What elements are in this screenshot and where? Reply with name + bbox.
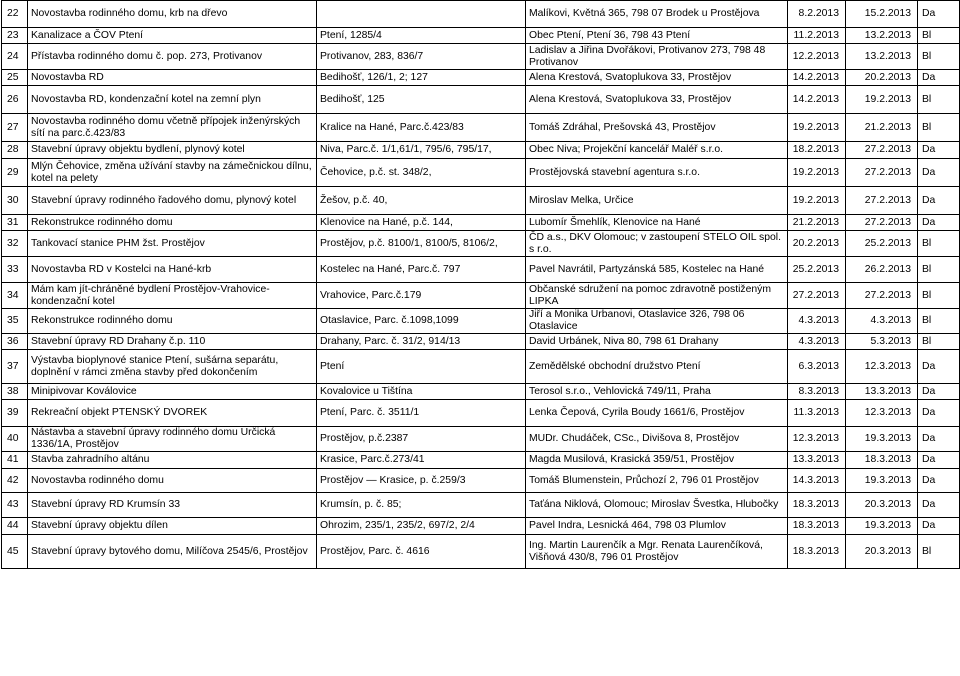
status-code: Da bbox=[918, 518, 960, 535]
construction-name: Tankovací stanice PHM žst. Prostějov bbox=[28, 231, 317, 257]
permits-table-body bbox=[2, 1, 960, 569]
construction-location: Ptení bbox=[317, 350, 526, 384]
status-code: Da bbox=[918, 159, 960, 187]
table-row bbox=[2, 28, 960, 44]
builder-name: Alena Krestová, Svatoplukova 33, Prostějov bbox=[526, 70, 788, 86]
construction-name: Stavební úpravy rodinného řadového domu, plynový kotel bbox=[28, 187, 317, 215]
date-submitted: 19.2.2013 bbox=[788, 187, 846, 215]
status-code: Bl bbox=[918, 28, 960, 44]
date-submitted: 18.3.2013 bbox=[788, 493, 846, 518]
row-number: 33 bbox=[2, 257, 28, 283]
construction-location: Ohrozim, 235/1, 235/2, 697/2, 2/4 bbox=[317, 518, 526, 535]
row-number: 36 bbox=[2, 334, 28, 350]
table-row bbox=[2, 215, 960, 231]
table-row bbox=[2, 535, 960, 569]
construction-name: Novostavba RD v Kostelci na Hané-krb bbox=[28, 257, 317, 283]
construction-name: Stavební úpravy objektu dílen bbox=[28, 518, 317, 535]
builder-name: Pavel Indra, Lesnická 464, 798 03 Plumlov bbox=[526, 518, 788, 535]
status-code: Da bbox=[918, 70, 960, 86]
construction-name: Minipivovar Koválovice bbox=[28, 384, 317, 400]
date-issued: 13.2.2013 bbox=[846, 28, 918, 44]
builder-name: Terosol s.r.o., Vehlovická 749/11, Praha bbox=[526, 384, 788, 400]
construction-name: Nástavba a stavební úpravy rodinného domu Určická 1336/1A, Prostějov bbox=[28, 427, 317, 452]
date-submitted: 13.3.2013 bbox=[788, 452, 846, 469]
row-number: 37 bbox=[2, 350, 28, 384]
construction-name: Novostavba RD bbox=[28, 70, 317, 86]
date-submitted: 19.2.2013 bbox=[788, 114, 846, 142]
status-code: Bl bbox=[918, 283, 960, 309]
date-submitted: 8.2.2013 bbox=[788, 1, 846, 28]
table-row bbox=[2, 142, 960, 159]
date-issued: 25.2.2013 bbox=[846, 231, 918, 257]
status-code: Bl bbox=[918, 334, 960, 350]
date-submitted: 12.2.2013 bbox=[788, 44, 846, 70]
date-submitted: 21.2.2013 bbox=[788, 215, 846, 231]
construction-location: Drahany, Parc. č. 31/2, 914/13 bbox=[317, 334, 526, 350]
date-issued: 18.3.2013 bbox=[846, 452, 918, 469]
date-issued: 27.2.2013 bbox=[846, 187, 918, 215]
construction-name: Stavební úpravy RD Krumsín 33 bbox=[28, 493, 317, 518]
construction-location: Bedihošť, 125 bbox=[317, 86, 526, 114]
builder-name: Ladislav a Jiřina Dvořákovi, Protivanov 273, 798 48 Protivanov bbox=[526, 44, 788, 70]
date-issued: 5.3.2013 bbox=[846, 334, 918, 350]
construction-location: Klenovice na Hané, p.č. 144, bbox=[317, 215, 526, 231]
status-code: Da bbox=[918, 350, 960, 384]
builder-name: Malíkovi, Květná 365, 798 07 Brodek u Prostějova bbox=[526, 1, 788, 28]
status-code: Bl bbox=[918, 231, 960, 257]
permits-table bbox=[1, 0, 960, 569]
date-issued: 19.2.2013 bbox=[846, 86, 918, 114]
construction-name: Stavební úpravy bytového domu, Milíčova 2545/6, Prostějov bbox=[28, 535, 317, 569]
builder-name: Miroslav Melka, Určice bbox=[526, 187, 788, 215]
construction-location: Žešov, p.č. 40, bbox=[317, 187, 526, 215]
builder-name: Pavel Navrátil, Partyzánská 585, Kostelec na Hané bbox=[526, 257, 788, 283]
table-row bbox=[2, 283, 960, 309]
status-code: Bl bbox=[918, 44, 960, 70]
construction-location: Ptení, 1285/4 bbox=[317, 28, 526, 44]
builder-name: Lenka Čepová, Cyrila Boudy 1661/6, Prostějov bbox=[526, 400, 788, 427]
construction-name: Novostavba RD, kondenzační kotel na zemní plyn bbox=[28, 86, 317, 114]
date-submitted: 14.3.2013 bbox=[788, 469, 846, 493]
table-row bbox=[2, 400, 960, 427]
construction-name: Výstavba bioplynové stanice Ptení, sušárna separátu, doplnění v rámci změna stavby před dokončením bbox=[28, 350, 317, 384]
status-code: Da bbox=[918, 452, 960, 469]
date-submitted: 20.2.2013 bbox=[788, 231, 846, 257]
construction-location: Bedihošť, 126/1, 2; 127 bbox=[317, 70, 526, 86]
construction-location bbox=[317, 1, 526, 28]
row-number: 44 bbox=[2, 518, 28, 535]
table-row bbox=[2, 384, 960, 400]
construction-name: Mám kam jít-chráněné bydlení Prostějov-Vrahovice-kondenzační kotel bbox=[28, 283, 317, 309]
table-row bbox=[2, 493, 960, 518]
table-row bbox=[2, 350, 960, 384]
table-row bbox=[2, 231, 960, 257]
builder-name: Zemědělské obchodní družstvo Ptení bbox=[526, 350, 788, 384]
date-issued: 26.2.2013 bbox=[846, 257, 918, 283]
status-code: Da bbox=[918, 427, 960, 452]
builder-name: Lubomír Šmehlík, Klenovice na Hané bbox=[526, 215, 788, 231]
date-submitted: 4.3.2013 bbox=[788, 334, 846, 350]
date-issued: 15.2.2013 bbox=[846, 1, 918, 28]
row-number: 23 bbox=[2, 28, 28, 44]
date-issued: 12.3.2013 bbox=[846, 350, 918, 384]
table-row bbox=[2, 114, 960, 142]
row-number: 35 bbox=[2, 309, 28, 334]
builder-name: Taťána Niklová, Olomouc; Miroslav Švestka, Hlubočky bbox=[526, 493, 788, 518]
date-submitted: 18.3.2013 bbox=[788, 518, 846, 535]
table-row bbox=[2, 1, 960, 28]
date-issued: 20.3.2013 bbox=[846, 535, 918, 569]
construction-location: Niva, Parc.č. 1/1,61/1, 795/6, 795/17, bbox=[317, 142, 526, 159]
builder-name: Občanské sdružení na pomoc zdravotně postiženým LIPKA bbox=[526, 283, 788, 309]
date-submitted: 19.2.2013 bbox=[788, 159, 846, 187]
date-issued: 19.3.2013 bbox=[846, 518, 918, 535]
builder-name: MUDr. Chudáček, CSc., Divišova 8, Prostějov bbox=[526, 427, 788, 452]
table-row bbox=[2, 469, 960, 493]
builder-name: ČD a.s., DKV Olomouc; v zastoupení STELO OIL spol. s r.o. bbox=[526, 231, 788, 257]
construction-name: Rekonstrukce rodinného domu bbox=[28, 309, 317, 334]
status-code: Da bbox=[918, 384, 960, 400]
construction-location: Prostějov, Parc. č. 4616 bbox=[317, 535, 526, 569]
table-row bbox=[2, 518, 960, 535]
builder-name: Obec Niva; Projekční kancelář Maléř s.r.o. bbox=[526, 142, 788, 159]
status-code: Da bbox=[918, 187, 960, 215]
table-row bbox=[2, 334, 960, 350]
row-number: 40 bbox=[2, 427, 28, 452]
builder-name: Obec Ptení, Ptení 36, 798 43 Ptení bbox=[526, 28, 788, 44]
builder-name: Alena Krestová, Svatoplukova 33, Prostějov bbox=[526, 86, 788, 114]
row-number: 27 bbox=[2, 114, 28, 142]
builder-name: Tomáš Zdráhal, Prešovská 43, Prostějov bbox=[526, 114, 788, 142]
date-issued: 27.2.2013 bbox=[846, 215, 918, 231]
row-number: 45 bbox=[2, 535, 28, 569]
date-submitted: 18.2.2013 bbox=[788, 142, 846, 159]
construction-location: Krumsín, p. č. 85; bbox=[317, 493, 526, 518]
table-row bbox=[2, 257, 960, 283]
row-number: 22 bbox=[2, 1, 28, 28]
row-number: 32 bbox=[2, 231, 28, 257]
date-issued: 12.3.2013 bbox=[846, 400, 918, 427]
row-number: 41 bbox=[2, 452, 28, 469]
construction-location: Kostelec na Hané, Parc.č. 797 bbox=[317, 257, 526, 283]
date-issued: 20.3.2013 bbox=[846, 493, 918, 518]
table-row bbox=[2, 86, 960, 114]
status-code: Bl bbox=[918, 114, 960, 142]
date-submitted: 25.2.2013 bbox=[788, 257, 846, 283]
table-row bbox=[2, 159, 960, 187]
construction-name: Rekonstrukce rodinného domu bbox=[28, 215, 317, 231]
construction-location: Kovalovice u Tištína bbox=[317, 384, 526, 400]
status-code: Bl bbox=[918, 86, 960, 114]
date-issued: 13.3.2013 bbox=[846, 384, 918, 400]
construction-name: Novostavba rodinného domu, krb na dřevo bbox=[28, 1, 317, 28]
construction-location: Protivanov, 283, 836/7 bbox=[317, 44, 526, 70]
construction-location: Kralice na Hané, Parc.č.423/83 bbox=[317, 114, 526, 142]
date-submitted: 14.2.2013 bbox=[788, 70, 846, 86]
date-submitted: 6.3.2013 bbox=[788, 350, 846, 384]
construction-name: Rekreační objekt PTENSKÝ DVOREK bbox=[28, 400, 317, 427]
date-submitted: 14.2.2013 bbox=[788, 86, 846, 114]
date-submitted: 11.3.2013 bbox=[788, 400, 846, 427]
construction-location: Ptení, Parc. č. 3511/1 bbox=[317, 400, 526, 427]
builder-name: Tomáš Blumenstein, Průchozí 2, 796 01 Prostějov bbox=[526, 469, 788, 493]
row-number: 25 bbox=[2, 70, 28, 86]
construction-location: Prostějov, p.č.2387 bbox=[317, 427, 526, 452]
construction-name: Kanalizace a ČOV Ptení bbox=[28, 28, 317, 44]
builder-name: Ing. Martin Laurenčík a Mgr. Renata Laurenčíková, Višňová 430/8, 796 01 Prostějov bbox=[526, 535, 788, 569]
date-issued: 21.2.2013 bbox=[846, 114, 918, 142]
table-row bbox=[2, 70, 960, 86]
construction-location: Prostějov — Krasice, p. č.259/3 bbox=[317, 469, 526, 493]
construction-location: Čehovice, p.č. st. 348/2, bbox=[317, 159, 526, 187]
date-issued: 13.2.2013 bbox=[846, 44, 918, 70]
row-number: 31 bbox=[2, 215, 28, 231]
builder-name: Magda Musilová, Krasická 359/51, Prostějov bbox=[526, 452, 788, 469]
table-row bbox=[2, 44, 960, 70]
construction-name: Novostavba rodinného domu bbox=[28, 469, 317, 493]
table-row bbox=[2, 427, 960, 452]
builder-name: David Urbánek, Niva 80, 798 61 Drahany bbox=[526, 334, 788, 350]
date-submitted: 12.3.2013 bbox=[788, 427, 846, 452]
construction-name: Stavba zahradního altánu bbox=[28, 452, 317, 469]
builder-name: Jiří a Monika Urbanovi, Otaslavice 326, 798 06 Otaslavice bbox=[526, 309, 788, 334]
construction-name: Přístavba rodinného domu č. pop. 273, Protivanov bbox=[28, 44, 317, 70]
status-code: Da bbox=[918, 493, 960, 518]
construction-name: Mlýn Čehovice, změna užívání stavby na zámečnickou dílnu, kotel na pelety bbox=[28, 159, 317, 187]
construction-location: Vrahovice, Parc.č.179 bbox=[317, 283, 526, 309]
date-issued: 27.2.2013 bbox=[846, 159, 918, 187]
date-issued: 4.3.2013 bbox=[846, 309, 918, 334]
status-code: Da bbox=[918, 400, 960, 427]
date-submitted: 11.2.2013 bbox=[788, 28, 846, 44]
construction-name: Stavební úpravy objektu bydlení, plynový kotel bbox=[28, 142, 317, 159]
construction-name: Novostavba rodinného domu včetně přípojek inženýrských sítí na parc.č.423/83 bbox=[28, 114, 317, 142]
row-number: 28 bbox=[2, 142, 28, 159]
date-issued: 19.3.2013 bbox=[846, 427, 918, 452]
date-issued: 27.2.2013 bbox=[846, 283, 918, 309]
table-row bbox=[2, 187, 960, 215]
status-code: Da bbox=[918, 1, 960, 28]
row-number: 34 bbox=[2, 283, 28, 309]
row-number: 26 bbox=[2, 86, 28, 114]
row-number: 30 bbox=[2, 187, 28, 215]
builder-name: Prostějovská stavební agentura s.r.o. bbox=[526, 159, 788, 187]
status-code: Da bbox=[918, 142, 960, 159]
date-submitted: 27.2.2013 bbox=[788, 283, 846, 309]
construction-location: Krasice, Parc.č.273/41 bbox=[317, 452, 526, 469]
row-number: 24 bbox=[2, 44, 28, 70]
row-number: 43 bbox=[2, 493, 28, 518]
status-code: Bl bbox=[918, 309, 960, 334]
date-submitted: 18.3.2013 bbox=[788, 535, 846, 569]
row-number: 39 bbox=[2, 400, 28, 427]
status-code: Bl bbox=[918, 535, 960, 569]
construction-location: Prostějov, p.č. 8100/1, 8100/5, 8106/2, bbox=[317, 231, 526, 257]
status-code: Bl bbox=[918, 257, 960, 283]
row-number: 42 bbox=[2, 469, 28, 493]
table-row bbox=[2, 309, 960, 334]
construction-location: Otaslavice, Parc. č.1098,1099 bbox=[317, 309, 526, 334]
date-issued: 27.2.2013 bbox=[846, 142, 918, 159]
construction-name: Stavební úpravy RD Drahany č.p. 110 bbox=[28, 334, 317, 350]
date-issued: 20.2.2013 bbox=[846, 70, 918, 86]
row-number: 38 bbox=[2, 384, 28, 400]
status-code: Da bbox=[918, 215, 960, 231]
table-row bbox=[2, 452, 960, 469]
date-issued: 19.3.2013 bbox=[846, 469, 918, 493]
date-submitted: 4.3.2013 bbox=[788, 309, 846, 334]
status-code: Da bbox=[918, 469, 960, 493]
date-submitted: 8.3.2013 bbox=[788, 384, 846, 400]
row-number: 29 bbox=[2, 159, 28, 187]
